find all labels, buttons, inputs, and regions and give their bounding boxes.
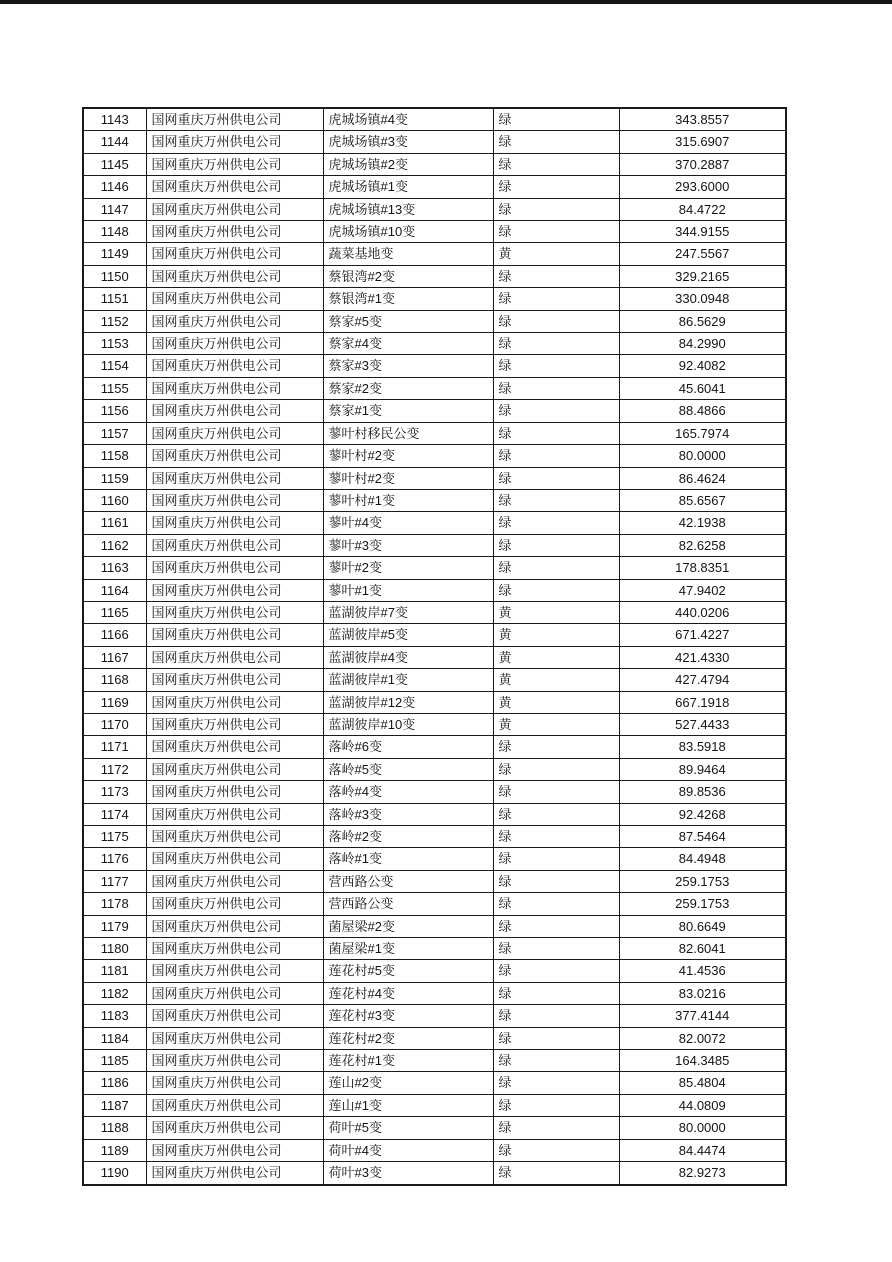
status-cell: 黄 [493,601,619,623]
status-cell: 绿 [493,288,619,310]
value-cell: 82.6041 [619,938,786,960]
status-cell: 绿 [493,960,619,982]
status-cell: 绿 [493,422,619,444]
row-number-cell: 1170 [83,713,146,735]
company-cell: 国网重庆万州供电公司 [146,893,323,915]
table-row [83,826,786,848]
company-cell: 国网重庆万州供电公司 [146,758,323,780]
top-edge-bar [0,0,892,4]
table-row [83,557,786,579]
row-number-cell: 1176 [83,848,146,870]
station-name-cell: 蔬菜基地变 [323,243,493,265]
table-row [83,489,786,511]
table-row [83,310,786,332]
company-cell: 国网重庆万州供电公司 [146,534,323,556]
company-cell: 国网重庆万州供电公司 [146,355,323,377]
row-number-cell: 1166 [83,624,146,646]
company-cell: 国网重庆万州供电公司 [146,960,323,982]
station-name-cell: 蓼叶#1变 [323,579,493,601]
company-cell: 国网重庆万州供电公司 [146,489,323,511]
company-cell: 国网重庆万州供电公司 [146,736,323,758]
table-row [83,534,786,556]
company-cell: 国网重庆万州供电公司 [146,1117,323,1139]
value-cell: 86.4624 [619,467,786,489]
company-cell: 国网重庆万州供电公司 [146,557,323,579]
value-cell: 82.9273 [619,1162,786,1185]
row-number-cell: 1145 [83,153,146,175]
station-name-cell: 荷叶#5变 [323,1117,493,1139]
value-cell: 89.9464 [619,758,786,780]
table-row [83,803,786,825]
table-row [83,1162,786,1185]
station-name-cell: 蓝湖彼岸#7变 [323,601,493,623]
station-name-cell: 虎城场镇#2变 [323,153,493,175]
status-cell: 绿 [493,355,619,377]
value-cell: 80.0000 [619,445,786,467]
status-cell: 绿 [493,758,619,780]
status-cell: 绿 [493,557,619,579]
table-row [83,1005,786,1027]
company-cell: 国网重庆万州供电公司 [146,1094,323,1116]
status-cell: 绿 [493,736,619,758]
row-number-cell: 1150 [83,265,146,287]
status-cell: 绿 [493,467,619,489]
company-cell: 国网重庆万州供电公司 [146,713,323,735]
table-body [83,108,786,1185]
status-cell: 绿 [493,108,619,131]
company-cell: 国网重庆万州供电公司 [146,669,323,691]
company-cell: 国网重庆万州供电公司 [146,1050,323,1072]
status-cell: 绿 [493,265,619,287]
value-cell: 84.4948 [619,848,786,870]
value-cell: 293.6000 [619,176,786,198]
table-row [83,624,786,646]
station-name-cell: 落岭#4变 [323,781,493,803]
company-cell: 国网重庆万州供电公司 [146,377,323,399]
value-cell: 83.0216 [619,982,786,1004]
station-name-cell: 蔡家#4变 [323,333,493,355]
value-cell: 330.0948 [619,288,786,310]
station-name-cell: 蔡银湾#2变 [323,265,493,287]
value-cell: 259.1753 [619,870,786,892]
station-name-cell: 莲花村#4变 [323,982,493,1004]
table-row [83,601,786,623]
row-number-cell: 1163 [83,557,146,579]
row-number-cell: 1187 [83,1094,146,1116]
status-cell: 绿 [493,534,619,556]
row-number-cell: 1149 [83,243,146,265]
company-cell: 国网重庆万州供电公司 [146,512,323,534]
row-number-cell: 1169 [83,691,146,713]
value-cell: 83.5918 [619,736,786,758]
value-cell: 92.4268 [619,803,786,825]
status-cell: 绿 [493,1050,619,1072]
status-cell: 黄 [493,669,619,691]
station-name-cell: 蔡银湾#1变 [323,288,493,310]
row-number-cell: 1161 [83,512,146,534]
value-cell: 671.4227 [619,624,786,646]
row-number-cell: 1164 [83,579,146,601]
value-cell: 82.0072 [619,1027,786,1049]
company-cell: 国网重庆万州供电公司 [146,848,323,870]
station-name-cell: 蓝湖彼岸#1变 [323,669,493,691]
table-row [83,982,786,1004]
table-row [83,848,786,870]
value-cell: 92.4082 [619,355,786,377]
value-cell: 164.3485 [619,1050,786,1072]
row-number-cell: 1185 [83,1050,146,1072]
table-row [83,467,786,489]
value-cell: 440.0206 [619,601,786,623]
table-row [83,422,786,444]
status-cell: 黄 [493,713,619,735]
station-name-cell: 蔡家#2变 [323,377,493,399]
row-number-cell: 1175 [83,826,146,848]
row-number-cell: 1189 [83,1139,146,1161]
station-name-cell: 蓝湖彼岸#12变 [323,691,493,713]
company-cell: 国网重庆万州供电公司 [146,153,323,175]
row-number-cell: 1180 [83,938,146,960]
status-cell: 绿 [493,176,619,198]
status-cell: 绿 [493,938,619,960]
table-row [83,713,786,735]
table-row [83,265,786,287]
station-name-cell: 营西路公变 [323,870,493,892]
row-number-cell: 1167 [83,646,146,668]
value-cell: 80.0000 [619,1117,786,1139]
table-row [83,893,786,915]
value-cell: 86.5629 [619,310,786,332]
row-number-cell: 1186 [83,1072,146,1094]
table-row [83,131,786,153]
company-cell: 国网重庆万州供电公司 [146,333,323,355]
station-name-cell: 蓼叶村#1变 [323,489,493,511]
row-number-cell: 1178 [83,893,146,915]
value-cell: 343.8557 [619,108,786,131]
value-cell: 165.7974 [619,422,786,444]
table-row [83,1027,786,1049]
company-cell: 国网重庆万州供电公司 [146,1027,323,1049]
row-number-cell: 1160 [83,489,146,511]
station-name-cell: 虎城场镇#3变 [323,131,493,153]
station-name-cell: 菌屋梁#2变 [323,915,493,937]
station-name-cell: 菌屋梁#1变 [323,938,493,960]
company-cell: 国网重庆万州供电公司 [146,310,323,332]
table-row [83,1072,786,1094]
company-cell: 国网重庆万州供电公司 [146,445,323,467]
row-number-cell: 1184 [83,1027,146,1049]
value-cell: 421.4330 [619,646,786,668]
station-name-cell: 落岭#5变 [323,758,493,780]
table-row [83,870,786,892]
station-name-cell: 落岭#1变 [323,848,493,870]
company-cell: 国网重庆万州供电公司 [146,265,323,287]
station-name-cell: 蔡家#3变 [323,355,493,377]
company-cell: 国网重庆万州供电公司 [146,826,323,848]
table-row [83,288,786,310]
table-row [83,938,786,960]
value-cell: 47.9402 [619,579,786,601]
station-name-cell: 蓝湖彼岸#5变 [323,624,493,646]
company-cell: 国网重庆万州供电公司 [146,781,323,803]
status-cell: 绿 [493,579,619,601]
row-number-cell: 1156 [83,400,146,422]
station-name-cell: 落岭#3变 [323,803,493,825]
station-name-cell: 蔡家#5变 [323,310,493,332]
station-name-cell: 蓝湖彼岸#4变 [323,646,493,668]
status-cell: 黄 [493,243,619,265]
station-name-cell: 蓼叶#2变 [323,557,493,579]
table-row [83,176,786,198]
table-row [83,781,786,803]
company-cell: 国网重庆万州供电公司 [146,646,323,668]
company-cell: 国网重庆万州供电公司 [146,1162,323,1185]
company-cell: 国网重庆万州供电公司 [146,422,323,444]
status-cell: 绿 [493,803,619,825]
value-cell: 84.2990 [619,333,786,355]
table-row [83,736,786,758]
value-cell: 344.9155 [619,221,786,243]
company-cell: 国网重庆万州供电公司 [146,108,323,131]
row-number-cell: 1159 [83,467,146,489]
status-cell: 绿 [493,893,619,915]
row-number-cell: 1174 [83,803,146,825]
table-row [83,108,786,131]
company-cell: 国网重庆万州供电公司 [146,1072,323,1094]
table-row [83,646,786,668]
row-number-cell: 1154 [83,355,146,377]
table-row [83,1139,786,1161]
status-cell: 绿 [493,1094,619,1116]
station-name-cell: 虎城场镇#10变 [323,221,493,243]
company-cell: 国网重庆万州供电公司 [146,624,323,646]
status-cell: 绿 [493,489,619,511]
value-cell: 80.6649 [619,915,786,937]
status-cell: 绿 [493,870,619,892]
value-cell: 329.2165 [619,265,786,287]
row-number-cell: 1162 [83,534,146,556]
value-cell: 427.4794 [619,669,786,691]
station-name-cell: 荷叶#3变 [323,1162,493,1185]
row-number-cell: 1146 [83,176,146,198]
table-row [83,355,786,377]
status-cell: 绿 [493,131,619,153]
company-cell: 国网重庆万州供电公司 [146,691,323,713]
company-cell: 国网重庆万州供电公司 [146,288,323,310]
row-number-cell: 1168 [83,669,146,691]
status-cell: 黄 [493,624,619,646]
station-name-cell: 蓝湖彼岸#10变 [323,713,493,735]
status-cell: 绿 [493,153,619,175]
company-cell: 国网重庆万州供电公司 [146,803,323,825]
value-cell: 89.8536 [619,781,786,803]
table-row [83,221,786,243]
row-number-cell: 1171 [83,736,146,758]
status-cell: 绿 [493,982,619,1004]
station-name-cell: 蔡家#1变 [323,400,493,422]
row-number-cell: 1179 [83,915,146,937]
row-number-cell: 1181 [83,960,146,982]
row-number-cell: 1155 [83,377,146,399]
status-cell: 绿 [493,1117,619,1139]
row-number-cell: 1151 [83,288,146,310]
station-name-cell: 虎城场镇#13变 [323,198,493,220]
status-cell: 黄 [493,646,619,668]
row-number-cell: 1148 [83,221,146,243]
table-row [83,512,786,534]
value-cell: 42.1938 [619,512,786,534]
value-cell: 178.8351 [619,557,786,579]
value-cell: 377.4144 [619,1005,786,1027]
table-row [83,1094,786,1116]
row-number-cell: 1157 [83,422,146,444]
status-cell: 绿 [493,1072,619,1094]
station-name-cell: 莲山#2变 [323,1072,493,1094]
company-cell: 国网重庆万州供电公司 [146,1005,323,1027]
row-number-cell: 1182 [83,982,146,1004]
station-name-cell: 蓼叶村#2变 [323,445,493,467]
row-number-cell: 1188 [83,1117,146,1139]
status-cell: 绿 [493,1005,619,1027]
station-name-cell: 营西路公变 [323,893,493,915]
status-cell: 绿 [493,512,619,534]
station-name-cell: 虎城场镇#1变 [323,176,493,198]
company-cell: 国网重庆万州供电公司 [146,938,323,960]
station-name-cell: 虎城场镇#4变 [323,108,493,131]
table-row [83,1050,786,1072]
company-cell: 国网重庆万州供电公司 [146,601,323,623]
value-cell: 82.6258 [619,534,786,556]
station-name-cell: 莲花村#3变 [323,1005,493,1027]
company-cell: 国网重庆万州供电公司 [146,176,323,198]
station-name-cell: 落岭#2变 [323,826,493,848]
company-cell: 国网重庆万州供电公司 [146,400,323,422]
status-cell: 绿 [493,445,619,467]
table-row [83,1117,786,1139]
station-name-cell: 莲花村#5变 [323,960,493,982]
status-cell: 绿 [493,1027,619,1049]
status-cell: 绿 [493,781,619,803]
station-name-cell: 落岭#6变 [323,736,493,758]
station-name-cell: 蓼叶村#2变 [323,467,493,489]
value-cell: 315.6907 [619,131,786,153]
status-cell: 绿 [493,377,619,399]
table-row [83,333,786,355]
table-row [83,758,786,780]
status-cell: 绿 [493,1139,619,1161]
station-name-cell: 荷叶#4变 [323,1139,493,1161]
status-cell: 绿 [493,848,619,870]
table-row [83,400,786,422]
value-cell: 88.4866 [619,400,786,422]
status-cell: 绿 [493,310,619,332]
row-number-cell: 1144 [83,131,146,153]
status-cell: 绿 [493,915,619,937]
row-number-cell: 1152 [83,310,146,332]
company-cell: 国网重庆万州供电公司 [146,579,323,601]
table-row [83,915,786,937]
status-cell: 绿 [493,1162,619,1185]
company-cell: 国网重庆万州供电公司 [146,870,323,892]
status-cell: 绿 [493,198,619,220]
company-cell: 国网重庆万州供电公司 [146,198,323,220]
row-number-cell: 1190 [83,1162,146,1185]
station-name-cell: 蓼叶#4变 [323,512,493,534]
company-cell: 国网重庆万州供电公司 [146,915,323,937]
value-cell: 527.4433 [619,713,786,735]
table-row [83,579,786,601]
station-name-cell: 莲花村#2变 [323,1027,493,1049]
value-cell: 85.4804 [619,1072,786,1094]
company-cell: 国网重庆万州供电公司 [146,221,323,243]
status-cell: 绿 [493,400,619,422]
row-number-cell: 1158 [83,445,146,467]
value-cell: 84.4474 [619,1139,786,1161]
table-row [83,243,786,265]
value-cell: 44.0809 [619,1094,786,1116]
value-cell: 45.6041 [619,377,786,399]
status-cell: 黄 [493,691,619,713]
company-cell: 国网重庆万州供电公司 [146,467,323,489]
table-row [83,153,786,175]
station-name-cell: 莲山#1变 [323,1094,493,1116]
status-cell: 绿 [493,333,619,355]
value-cell: 370.2887 [619,153,786,175]
company-cell: 国网重庆万州供电公司 [146,243,323,265]
company-cell: 国网重庆万州供电公司 [146,982,323,1004]
status-cell: 绿 [493,221,619,243]
row-number-cell: 1165 [83,601,146,623]
table-row [83,691,786,713]
station-name-cell: 蓼叶村移民公变 [323,422,493,444]
company-cell: 国网重庆万州供电公司 [146,1139,323,1161]
table-row [83,669,786,691]
value-cell: 87.5464 [619,826,786,848]
table-row [83,198,786,220]
table-row [83,445,786,467]
value-cell: 667.1918 [619,691,786,713]
value-cell: 259.1753 [619,893,786,915]
row-number-cell: 1173 [83,781,146,803]
row-number-cell: 1143 [83,108,146,131]
value-cell: 41.4536 [619,960,786,982]
row-number-cell: 1153 [83,333,146,355]
row-number-cell: 1147 [83,198,146,220]
status-cell: 绿 [493,826,619,848]
station-name-cell: 莲花村#1变 [323,1050,493,1072]
station-name-cell: 蓼叶#3变 [323,534,493,556]
company-cell: 国网重庆万州供电公司 [146,131,323,153]
value-cell: 247.5567 [619,243,786,265]
value-cell: 85.6567 [619,489,786,511]
value-cell: 84.4722 [619,198,786,220]
row-number-cell: 1172 [83,758,146,780]
row-number-cell: 1183 [83,1005,146,1027]
table-row [83,377,786,399]
row-number-cell: 1177 [83,870,146,892]
data-table [82,107,787,1186]
table-row [83,960,786,982]
